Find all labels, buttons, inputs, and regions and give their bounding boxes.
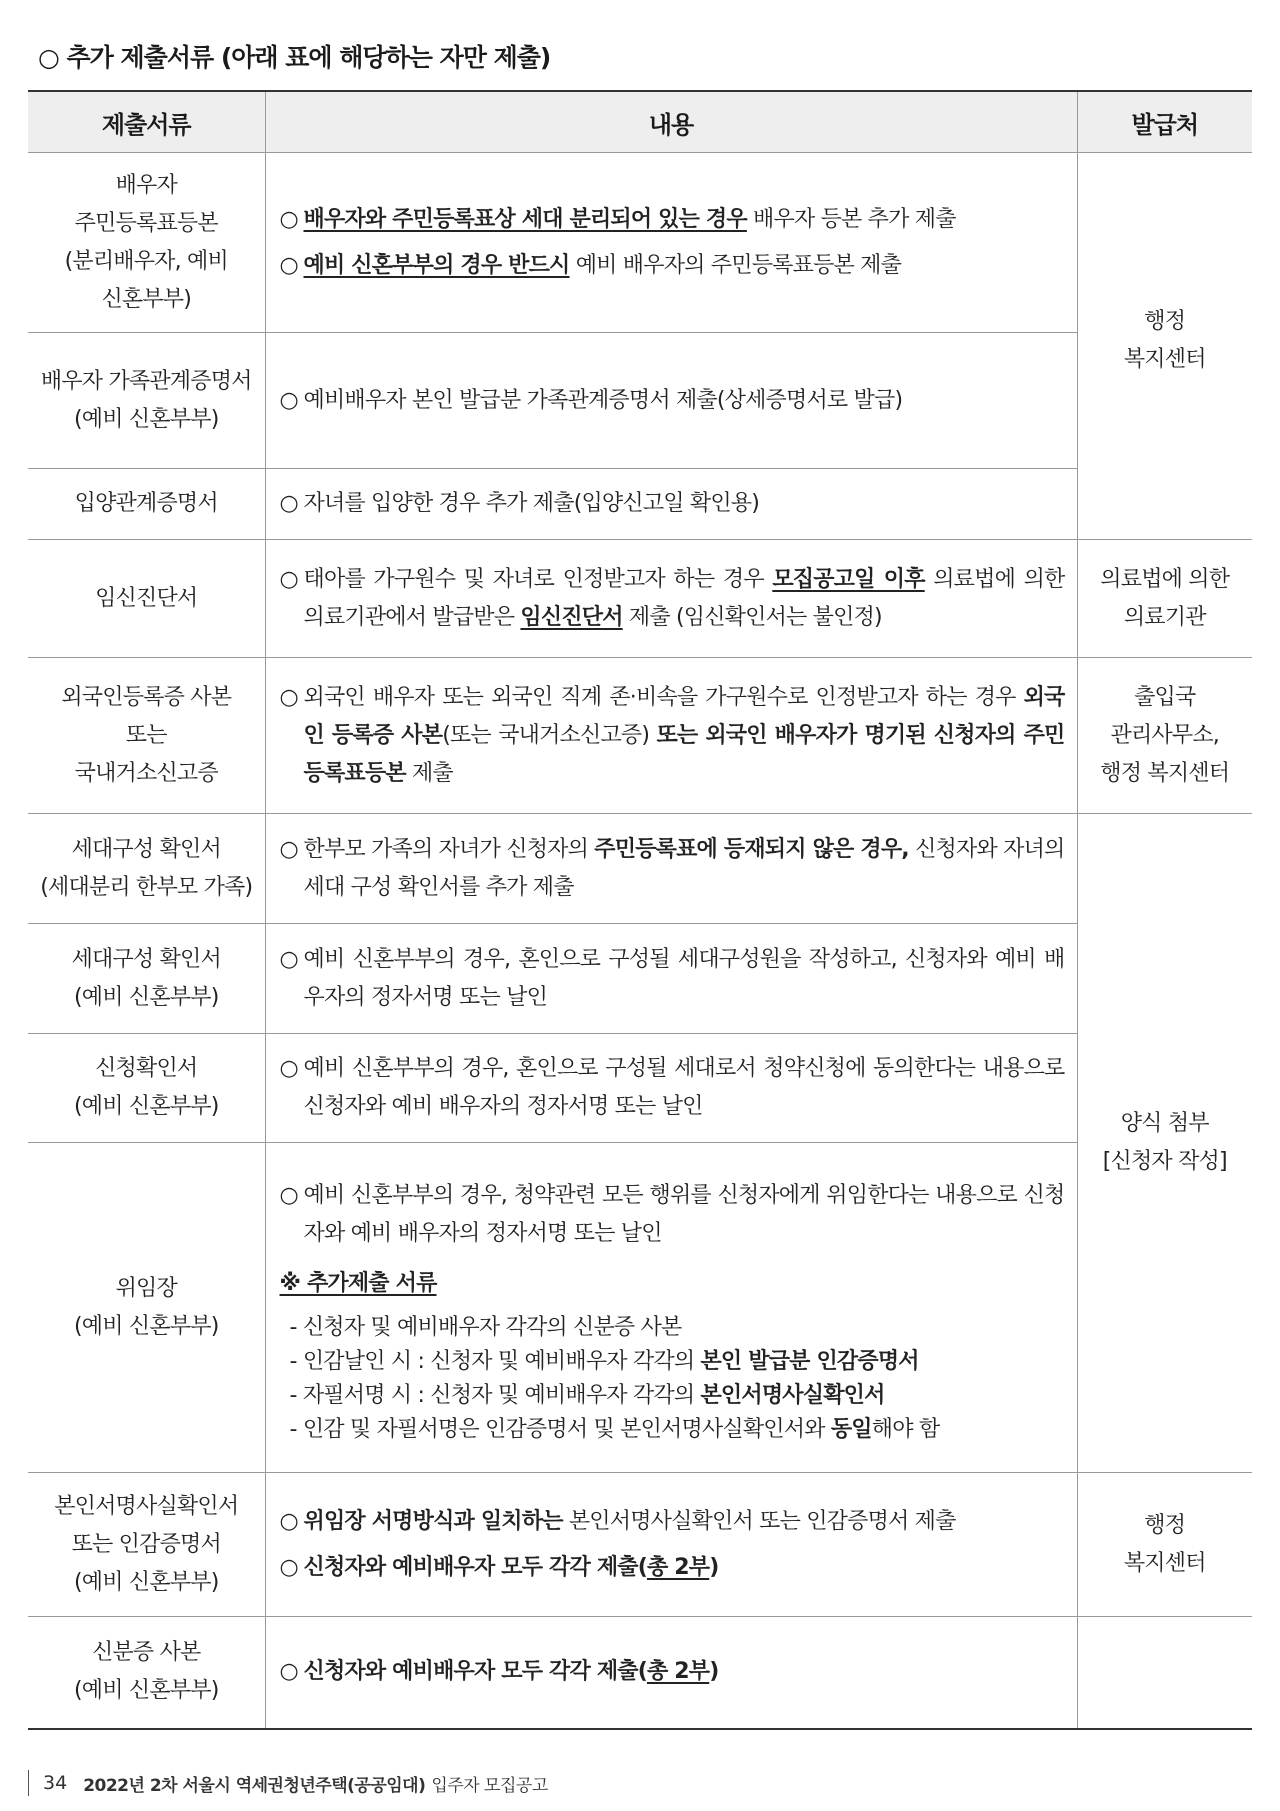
document-name: 세대구성 확인서 (예비 신혼부부) [28,924,265,1034]
sub-item: - 자필서명 시 : 신청자 및 예비배우자 각각의 본인서명사실확인서 [289,1382,885,1408]
issuer-admin-center: 행정 복지센터 [1077,153,1252,540]
issuer-immigration: 출입국 관리사무소, 행정 복지센터 [1077,658,1252,814]
table-row [28,153,1252,333]
table-row [28,469,1252,540]
list-item: ○ 한부모 가족의 자녀가 신청자의 주민등록표에 등재되지 않은 경우, 신청자와 자녀의 세대 구성 확인서를 추가 제출 [279,836,1065,900]
table-row [28,658,1252,814]
table-row [28,1617,1252,1729]
list-item: ○ 위임장 서명방식과 일치하는 본인서명사실확인서 또는 인감증명서 제출 [279,1508,956,1534]
document-name: 신청확인서 (예비 신혼부부) [28,1034,265,1143]
document-content [265,540,1077,658]
list-item: ○ 예비 신혼부부의 경우, 혼인으로 구성될 세대구성원을 작성하고, 신청자와 예비 배우자의 정자서명 또는 날인 [279,946,1065,1010]
list-item: ○ 예비배우자 본인 발급분 가족관계증명서 제출(상세증명서로 발급) [279,387,903,413]
list-item: ○ 예비 신혼부부의 경우, 혼인으로 구성될 세대로서 청약신청에 동의한다는 내용으로 신청자와 예비 배우자의 정자서명 또는 날인 [279,1056,1065,1119]
issuer-empty [1077,1617,1252,1729]
section-title: ○ 추가 제출서류 (아래 표에 해당하는 자만 제출) [38,43,551,72]
list-item: ○ 자녀를 입양한 경우 추가 제출(입양신고일 확인용) [279,491,760,516]
document-content [265,1473,1077,1617]
document-name: 신분증 사본 (예비 신혼부부) [28,1617,265,1729]
issuer-form-attached: 양식 첨부 [신청자 작성] [1077,814,1252,1473]
document-content [265,1617,1077,1729]
page-number: 34 [43,1772,68,1794]
document-name: 외국인등록증 사본 또는 국내거소신고증 [28,658,265,814]
table-row [28,540,1252,658]
list-item: ○ 배우자와 주민등록표상 세대 분리되어 있는 경우 배우자 등본 추가 제출 [279,206,956,232]
table-row [28,924,1252,1034]
document-name: 배우자 가족관계증명서 (예비 신혼부부) [28,333,265,469]
document-content [265,1143,1077,1473]
table-row [28,1143,1252,1473]
sub-item: - 인감 및 자필서명은 인감증명서 및 본인서명사실확인서와 동일해야 함 [289,1416,940,1442]
header-issuer: 발급처 [1077,91,1252,153]
list-item: ○ 예비 신혼부부의 경우 반드시 예비 배우자의 주민등록표등본 제출 [279,252,902,278]
document-content [265,333,1077,469]
document-name: 세대구성 확인서 (세대분리 한부모 가족) [28,814,265,924]
document-name: 입양관계증명서 [28,469,265,540]
list-item: ○ 예비 신혼부부의 경우, 청약관련 모든 행위를 신청자에게 위임한다는 내용으로 신청자와 예비 배우자의 정자서명 또는 날인 [279,1182,1065,1246]
header-document: 제출서류 [28,91,265,153]
sub-item: - 신청자 및 예비배우자 각각의 신분증 사본 [289,1314,682,1340]
additional-docs-note: ※ 추가제출 서류 [279,1270,437,1296]
document-content [265,469,1077,540]
issuer-admin-center-2: 행정 복지센터 [1077,1473,1252,1617]
footer-divider [28,1770,29,1796]
table-header-row [28,91,1252,153]
list-item: ○ 신청자와 예비배우자 모두 각각 제출(총 2부) [279,1659,719,1685]
list-item: ○ 태아를 가구원수 및 자녀로 인정받고자 하는 경우 모집공고일 이후 의료법에 의한 의료기관에서 발급받은 임신진단서 제출 (임신확인서는 불인정) [279,566,1065,630]
document-name: 임신진단서 [28,540,265,658]
table-row [28,1034,1252,1143]
footer-title: 2022년 2차 서울시 역세권청년주택(공공임대) [83,1775,426,1796]
document-name: 배우자 주민등록표등본 (분리배우자, 예비 신혼부부) [28,153,265,333]
list-item: ○ 외국인 배우자 또는 외국인 직계 존·비속을 가구원수로 인정받고자 하는 경우 외국인 등록증 사본(또는 국내거소신고증) 또는 외국인 배우자가 명기된 신청자의 주민등록표등본 제출 [279,684,1065,786]
document-content [265,814,1077,924]
document-content [265,658,1077,814]
document-content [265,1034,1077,1143]
header-content: 내용 [265,91,1077,153]
document-content [265,153,1077,333]
footer-subtitle: 입주자 모집공고 [431,1775,548,1796]
page-footer [28,1770,548,1796]
sub-item: - 인감날인 시 : 신청자 및 예비배우자 각각의 본인 발급분 인감증명서 [289,1348,919,1374]
table-row [28,814,1252,924]
list-item: ○ 신청자와 예비배우자 모두 각각 제출(총 2부) [279,1554,719,1580]
document-name: 위임장 (예비 신혼부부) [28,1143,265,1473]
issuer-medical: 의료법에 의한 의료기관 [1077,540,1252,658]
document-content [265,924,1077,1034]
table-row [28,1473,1252,1617]
document-name: 본인서명사실확인서 또는 인감증명서 (예비 신혼부부) [28,1473,265,1617]
table-row [28,333,1252,469]
additional-documents-table [28,90,1252,1730]
